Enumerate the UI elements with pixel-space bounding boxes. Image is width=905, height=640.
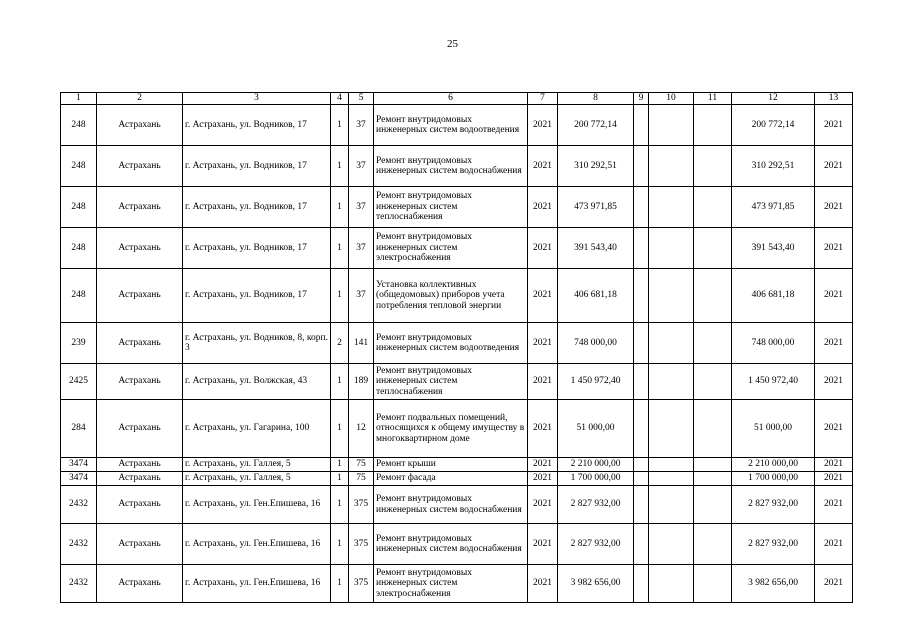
cell-work-type: Ремонт внутридомовых инженерных систем теплоснабжения	[374, 364, 528, 400]
cell-year: 2021	[528, 187, 558, 228]
cell-id: 248	[61, 146, 97, 187]
table-row	[61, 472, 853, 486]
cell-col9	[634, 269, 649, 323]
cell-total: 406 681,18	[732, 269, 815, 323]
column-header: 10	[649, 93, 694, 105]
cell-col10	[649, 400, 694, 458]
cell-col9	[634, 105, 649, 146]
cell-address: г. Астрахань, ул. Гагарина, 100	[183, 400, 331, 458]
table-row	[61, 323, 853, 364]
cell-address: г. Астрахань, ул. Водников, 17	[183, 187, 331, 228]
table-row	[61, 187, 853, 228]
table-row	[61, 524, 853, 565]
cell-col11	[694, 146, 732, 187]
cell-year-end: 2021	[815, 323, 853, 364]
cell-col4: 1	[331, 565, 349, 603]
cell-work-type: Ремонт внутридомовых инженерных систем электроснабжения	[374, 565, 528, 603]
cell-address: г. Астрахань, ул. Водников, 17	[183, 105, 331, 146]
cell-amount: 2 827 932,00	[558, 524, 634, 565]
cell-year: 2021	[528, 524, 558, 565]
cell-year: 2021	[528, 364, 558, 400]
cell-amount: 748 000,00	[558, 323, 634, 364]
cell-col9	[634, 364, 649, 400]
cell-year-end: 2021	[815, 105, 853, 146]
cell-col4: 1	[331, 187, 349, 228]
cell-col9	[634, 228, 649, 269]
cell-city: Астрахань	[97, 565, 183, 603]
cell-total: 2 827 932,00	[732, 524, 815, 565]
table-row	[61, 400, 853, 458]
cell-col11	[694, 323, 732, 364]
cell-address: г. Астрахань, ул. Водников, 17	[183, 269, 331, 323]
cell-total: 200 772,14	[732, 105, 815, 146]
cell-work-type: Ремонт внутридомовых инженерных систем водоснабжения	[374, 146, 528, 187]
cell-id: 248	[61, 187, 97, 228]
cell-total: 2 210 000,00	[732, 458, 815, 472]
cell-col10	[649, 458, 694, 472]
cell-year-end: 2021	[815, 228, 853, 269]
cell-address: г. Астрахань, ул. Галлея, 5	[183, 472, 331, 486]
cell-col4: 1	[331, 146, 349, 187]
column-header: 9	[634, 93, 649, 105]
cell-year-end: 2021	[815, 364, 853, 400]
column-header: 6	[374, 93, 528, 105]
cell-col5: 37	[349, 146, 374, 187]
cell-id: 239	[61, 323, 97, 364]
cell-work-type: Ремонт внутридомовых инженерных систем электроснабжения	[374, 228, 528, 269]
cell-id: 248	[61, 105, 97, 146]
cell-col5: 189	[349, 364, 374, 400]
cell-amount: 3 982 656,00	[558, 565, 634, 603]
cell-city: Астрахань	[97, 228, 183, 269]
cell-col4: 1	[331, 228, 349, 269]
cell-work-type: Ремонт внутридомовых инженерных систем теплоснабжения	[374, 187, 528, 228]
cell-col10	[649, 364, 694, 400]
cell-col9	[634, 323, 649, 364]
cell-col11	[694, 187, 732, 228]
cell-amount: 51 000,00	[558, 400, 634, 458]
cell-col10	[649, 105, 694, 146]
cell-col11	[694, 486, 732, 524]
cell-year: 2021	[528, 323, 558, 364]
cell-col10	[649, 146, 694, 187]
cell-col5: 75	[349, 472, 374, 486]
cell-id: 2425	[61, 364, 97, 400]
cell-year-end: 2021	[815, 146, 853, 187]
cell-address: г. Астрахань, ул. Галлея, 5	[183, 458, 331, 472]
cell-col11	[694, 269, 732, 323]
cell-col11	[694, 472, 732, 486]
cell-col10	[649, 323, 694, 364]
cell-col11	[694, 565, 732, 603]
table-row	[61, 565, 853, 603]
cell-year-end: 2021	[815, 486, 853, 524]
cell-year: 2021	[528, 105, 558, 146]
cell-city: Астрахань	[97, 458, 183, 472]
cell-year: 2021	[528, 146, 558, 187]
cell-amount: 473 971,85	[558, 187, 634, 228]
cell-total: 1 700 000,00	[732, 472, 815, 486]
cell-amount: 200 772,14	[558, 105, 634, 146]
cell-total: 1 450 972,40	[732, 364, 815, 400]
cell-total: 2 827 932,00	[732, 486, 815, 524]
cell-amount: 1 450 972,40	[558, 364, 634, 400]
column-header: 1	[61, 93, 97, 105]
cell-col11	[694, 364, 732, 400]
cell-year-end: 2021	[815, 565, 853, 603]
cell-work-type: Ремонт внутридомовых инженерных систем водоснабжения	[374, 524, 528, 565]
cell-col4: 1	[331, 364, 349, 400]
table-row	[61, 228, 853, 269]
cell-total: 473 971,85	[732, 187, 815, 228]
column-header: 13	[815, 93, 853, 105]
cell-col4: 1	[331, 105, 349, 146]
cell-col4: 1	[331, 269, 349, 323]
cell-col5: 12	[349, 400, 374, 458]
cell-address: г. Астрахань, ул. Волжская, 43	[183, 364, 331, 400]
cell-col9	[634, 187, 649, 228]
cell-work-type: Ремонт крыши	[374, 458, 528, 472]
column-header: 12	[732, 93, 815, 105]
cell-year: 2021	[528, 228, 558, 269]
cell-col11	[694, 458, 732, 472]
cell-year: 2021	[528, 269, 558, 323]
cell-col9	[634, 565, 649, 603]
cell-col4: 1	[331, 458, 349, 472]
column-header: 8	[558, 93, 634, 105]
cell-col4: 1	[331, 472, 349, 486]
cell-col10	[649, 187, 694, 228]
cell-col5: 37	[349, 228, 374, 269]
table-row	[61, 486, 853, 524]
cell-col11	[694, 524, 732, 565]
cell-col5: 37	[349, 187, 374, 228]
cell-work-type: Ремонт внутридомовых инженерных систем водоотведения	[374, 323, 528, 364]
cell-col5: 375	[349, 486, 374, 524]
cell-year-end: 2021	[815, 458, 853, 472]
cell-col9	[634, 486, 649, 524]
cell-col4: 2	[331, 323, 349, 364]
cell-amount: 1 700 000,00	[558, 472, 634, 486]
cell-city: Астрахань	[97, 486, 183, 524]
cell-year: 2021	[528, 458, 558, 472]
cell-id: 3474	[61, 472, 97, 486]
cell-col5: 75	[349, 458, 374, 472]
table-row	[61, 105, 853, 146]
cell-col9	[634, 458, 649, 472]
cell-address: г. Астрахань, ул. Ген.Епишева, 16	[183, 565, 331, 603]
cell-amount: 2 827 932,00	[558, 486, 634, 524]
cell-city: Астрахань	[97, 269, 183, 323]
cell-id: 284	[61, 400, 97, 458]
cell-address: г. Астрахань, ул. Водников, 8, корп. 3	[183, 323, 331, 364]
cell-city: Астрахань	[97, 364, 183, 400]
cell-id: 2432	[61, 524, 97, 565]
cell-year: 2021	[528, 486, 558, 524]
column-header: 7	[528, 93, 558, 105]
cell-year: 2021	[528, 565, 558, 603]
column-header: 4	[331, 93, 349, 105]
cell-col10	[649, 228, 694, 269]
cell-total: 748 000,00	[732, 323, 815, 364]
cell-amount: 406 681,18	[558, 269, 634, 323]
cell-col4: 1	[331, 400, 349, 458]
cell-col5: 37	[349, 269, 374, 323]
cell-amount: 310 292,51	[558, 146, 634, 187]
cell-col9	[634, 524, 649, 565]
cell-id: 3474	[61, 458, 97, 472]
cell-col10	[649, 269, 694, 323]
cell-col10	[649, 565, 694, 603]
cell-col5: 37	[349, 105, 374, 146]
cell-col4: 1	[331, 486, 349, 524]
cell-col9	[634, 146, 649, 187]
table-row	[61, 146, 853, 187]
cell-work-type: Ремонт внутридомовых инженерных систем водоснабжения	[374, 486, 528, 524]
cell-col4: 1	[331, 524, 349, 565]
page-number: 25	[447, 38, 458, 50]
cell-col11	[694, 228, 732, 269]
cell-total: 3 982 656,00	[732, 565, 815, 603]
cell-col9	[634, 472, 649, 486]
cell-col10	[649, 524, 694, 565]
cell-year-end: 2021	[815, 524, 853, 565]
cell-total: 51 000,00	[732, 400, 815, 458]
cell-city: Астрахань	[97, 146, 183, 187]
cell-city: Астрахань	[97, 105, 183, 146]
cell-work-type: Ремонт фасада	[374, 472, 528, 486]
cell-col5: 375	[349, 524, 374, 565]
cell-id: 2432	[61, 486, 97, 524]
cell-work-type: Ремонт внутридомовых инженерных систем водоотведения	[374, 105, 528, 146]
cell-id: 248	[61, 269, 97, 323]
cell-address: г. Астрахань, ул. Водников, 17	[183, 146, 331, 187]
cell-col5: 375	[349, 565, 374, 603]
cell-address: г. Астрахань, ул. Ген.Епишева, 16	[183, 486, 331, 524]
header-row	[61, 93, 853, 105]
cell-amount: 391 543,40	[558, 228, 634, 269]
cell-total: 310 292,51	[732, 146, 815, 187]
cell-year: 2021	[528, 472, 558, 486]
cell-work-type: Установка коллективных (общедомовых) приборов учета потребления тепловой энергии	[374, 269, 528, 323]
table-row	[61, 458, 853, 472]
column-header: 3	[183, 93, 331, 105]
cell-city: Астрахань	[97, 400, 183, 458]
cell-address: г. Астрахань, ул. Ген.Епишева, 16	[183, 524, 331, 565]
cell-year-end: 2021	[815, 269, 853, 323]
cell-year: 2021	[528, 400, 558, 458]
cell-amount: 2 210 000,00	[558, 458, 634, 472]
column-header: 5	[349, 93, 374, 105]
table-row	[61, 364, 853, 400]
cell-col5: 141	[349, 323, 374, 364]
cell-year-end: 2021	[815, 472, 853, 486]
cell-col11	[694, 400, 732, 458]
cell-city: Астрахань	[97, 187, 183, 228]
cell-city: Астрахань	[97, 472, 183, 486]
cell-year-end: 2021	[815, 187, 853, 228]
cell-city: Астрахань	[97, 524, 183, 565]
cell-id: 248	[61, 228, 97, 269]
cell-work-type: Ремонт подвальных помещений, относящихся к общему имуществу в многоквартирном доме	[374, 400, 528, 458]
column-header: 2	[97, 93, 183, 105]
cell-id: 2432	[61, 565, 97, 603]
cell-col10	[649, 486, 694, 524]
cell-col10	[649, 472, 694, 486]
cell-year-end: 2021	[815, 400, 853, 458]
cell-address: г. Астрахань, ул. Водников, 17	[183, 228, 331, 269]
table-row	[61, 269, 853, 323]
cell-total: 391 543,40	[732, 228, 815, 269]
cell-city: Астрахань	[97, 323, 183, 364]
cell-col11	[694, 105, 732, 146]
cell-col9	[634, 400, 649, 458]
document-table	[60, 92, 853, 603]
column-header: 11	[694, 93, 732, 105]
